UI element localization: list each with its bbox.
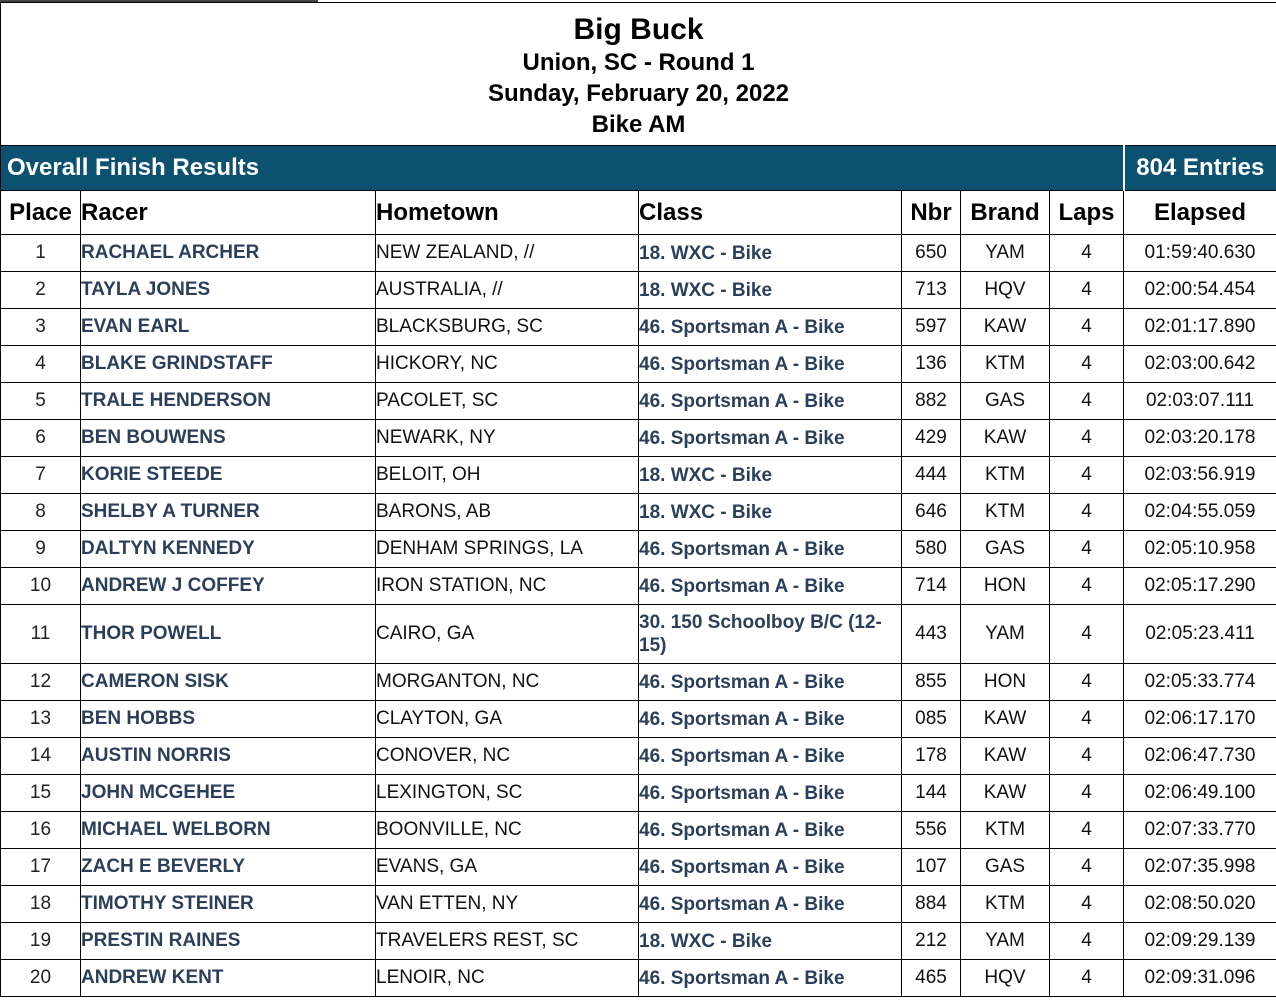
hometown-cell: CAIRO, GA — [376, 605, 639, 664]
hometown-cell: BARONS, AB — [376, 494, 639, 531]
bike-number-cell: 144 — [902, 775, 961, 812]
bike-number-cell: 443 — [902, 605, 961, 664]
elapsed-time-cell: 02:03:07.111 — [1124, 383, 1276, 420]
racer-link[interactable]: MICHAEL WELBORN — [81, 812, 376, 849]
place-cell: 13 — [1, 701, 81, 738]
bike-number-cell: 713 — [902, 272, 961, 309]
laps-cell: 4 — [1050, 531, 1124, 568]
racer-link[interactable]: ANDREW KENT — [81, 960, 376, 997]
laps-cell: 4 — [1050, 420, 1124, 457]
class-link[interactable]: 18. WXC - Bike — [639, 923, 902, 960]
hometown-cell: LENOIR, NC — [376, 960, 639, 997]
laps-cell: 4 — [1050, 664, 1124, 701]
table-row — [1, 701, 1276, 738]
brand-cell: KAW — [961, 738, 1050, 775]
table-row — [1, 923, 1276, 960]
laps-cell: 4 — [1050, 738, 1124, 775]
bike-number-cell: 580 — [902, 531, 961, 568]
brand-cell: KAW — [961, 420, 1050, 457]
brand-cell: GAS — [961, 383, 1050, 420]
racer-link[interactable]: SHELBY A TURNER — [81, 494, 376, 531]
racer-link[interactable]: AUSTIN NORRIS — [81, 738, 376, 775]
racer-link[interactable]: THOR POWELL — [81, 605, 376, 664]
col-racer: Racer — [81, 191, 376, 235]
brand-cell: GAS — [961, 531, 1050, 568]
brand-cell: KAW — [961, 309, 1050, 346]
racer-link[interactable]: BLAKE GRINDSTAFF — [81, 346, 376, 383]
place-cell: 19 — [1, 923, 81, 960]
table-row — [1, 494, 1276, 531]
elapsed-time-cell: 02:06:49.100 — [1124, 775, 1276, 812]
elapsed-time-cell: 02:04:55.059 — [1124, 494, 1276, 531]
hometown-cell: HICKORY, NC — [376, 346, 639, 383]
table-row — [1, 849, 1276, 886]
col-place: Place — [1, 191, 81, 235]
racer-link[interactable]: BEN BOUWENS — [81, 420, 376, 457]
elapsed-time-cell: 02:06:17.170 — [1124, 701, 1276, 738]
place-cell: 3 — [1, 309, 81, 346]
racer-link[interactable]: ANDREW J COFFEY — [81, 568, 376, 605]
hometown-cell: NEW ZEALAND, // — [376, 235, 639, 272]
place-cell: 14 — [1, 738, 81, 775]
table-row — [1, 605, 1276, 664]
entries-count: 804 Entries — [1124, 146, 1276, 191]
place-cell: 17 — [1, 849, 81, 886]
class-link[interactable]: 46. Sportsman A - Bike — [639, 960, 902, 997]
laps-cell: 4 — [1050, 235, 1124, 272]
hometown-cell: DENHAM SPRINGS, LA — [376, 531, 639, 568]
brand-cell: KTM — [961, 494, 1050, 531]
laps-cell: 4 — [1050, 457, 1124, 494]
class-link[interactable]: 18. WXC - Bike — [639, 494, 902, 531]
racer-link[interactable]: KORIE STEEDE — [81, 457, 376, 494]
brand-cell: GAS — [961, 849, 1050, 886]
col-nbr: Nbr — [902, 191, 961, 235]
table-row — [1, 738, 1276, 775]
place-cell: 20 — [1, 960, 81, 997]
elapsed-time-cell: 02:05:23.411 — [1124, 605, 1276, 664]
class-link[interactable]: 18. WXC - Bike — [639, 235, 902, 272]
bike-number-cell: 136 — [902, 346, 961, 383]
laps-cell: 4 — [1050, 383, 1124, 420]
racer-link[interactable]: DALTYN KENNEDY — [81, 531, 376, 568]
laps-cell: 4 — [1050, 346, 1124, 383]
elapsed-time-cell: 02:09:31.096 — [1124, 960, 1276, 997]
table-row — [1, 960, 1276, 997]
class-link[interactable]: 46. Sportsman A - Bike — [639, 309, 902, 346]
class-link[interactable]: 46. Sportsman A - Bike — [639, 531, 902, 568]
bike-number-cell: 556 — [902, 812, 961, 849]
bike-number-cell: 444 — [902, 457, 961, 494]
overall-results-label: Overall Finish Results — [1, 146, 1124, 191]
racer-link[interactable]: BEN HOBBS — [81, 701, 376, 738]
bike-number-cell: 107 — [902, 849, 961, 886]
place-cell: 18 — [1, 886, 81, 923]
place-cell: 9 — [1, 531, 81, 568]
racer-link[interactable]: TAYLA JONES — [81, 272, 376, 309]
place-cell: 12 — [1, 664, 81, 701]
elapsed-time-cell: 02:00:54.454 — [1124, 272, 1276, 309]
table-row — [1, 812, 1276, 849]
racer-link[interactable]: EVAN EARL — [81, 309, 376, 346]
racer-link[interactable]: TRALE HENDERSON — [81, 383, 376, 420]
class-link[interactable]: 46. Sportsman A - Bike — [639, 346, 902, 383]
bike-number-cell: 650 — [902, 235, 961, 272]
hometown-cell: TRAVELERS REST, SC — [376, 923, 639, 960]
bike-number-cell: 884 — [902, 886, 961, 923]
place-cell: 8 — [1, 494, 81, 531]
col-class: Class — [639, 191, 902, 235]
bike-number-cell: 646 — [902, 494, 961, 531]
results-page — [0, 2, 1276, 997]
laps-cell: 4 — [1050, 923, 1124, 960]
table-row — [1, 346, 1276, 383]
brand-cell: HON — [961, 568, 1050, 605]
laps-cell: 4 — [1050, 775, 1124, 812]
class-link[interactable]: 46. Sportsman A - Bike — [639, 568, 902, 605]
brand-cell: YAM — [961, 923, 1050, 960]
place-cell: 10 — [1, 568, 81, 605]
bike-number-cell: 429 — [902, 420, 961, 457]
bike-number-cell: 882 — [902, 383, 961, 420]
hometown-cell: VAN ETTEN, NY — [376, 886, 639, 923]
class-link[interactable]: 46. Sportsman A - Bike — [639, 775, 902, 812]
bike-number-cell: 855 — [902, 664, 961, 701]
column-header-row — [1, 191, 1276, 235]
class-link[interactable]: 46. Sportsman A - Bike — [639, 738, 902, 775]
hometown-cell: IRON STATION, NC — [376, 568, 639, 605]
hometown-cell: CLAYTON, GA — [376, 701, 639, 738]
table-row — [1, 775, 1276, 812]
event-header — [1, 3, 1276, 146]
laps-cell: 4 — [1050, 568, 1124, 605]
class-link[interactable]: 46. Sportsman A - Bike — [639, 849, 902, 886]
table-row — [1, 568, 1276, 605]
brand-cell: KAW — [961, 701, 1050, 738]
hometown-cell: LEXINGTON, SC — [376, 775, 639, 812]
brand-cell: KTM — [961, 346, 1050, 383]
table-row — [1, 531, 1276, 568]
table-row — [1, 664, 1276, 701]
laps-cell: 4 — [1050, 494, 1124, 531]
elapsed-time-cell: 02:09:29.139 — [1124, 923, 1276, 960]
brand-cell: HON — [961, 664, 1050, 701]
event-session: Bike AM — [591, 110, 686, 138]
class-link[interactable]: 46. Sportsman A - Bike — [639, 812, 902, 849]
event-header-row — [1, 3, 1276, 146]
hometown-cell: EVANS, GA — [376, 849, 639, 886]
results-bar — [1, 146, 1276, 191]
col-elapsed: Elapsed — [1124, 191, 1276, 235]
col-brand: Brand — [961, 191, 1050, 235]
table-row — [1, 309, 1276, 346]
elapsed-time-cell: 02:06:47.730 — [1124, 738, 1276, 775]
results-body — [1, 235, 1276, 997]
laps-cell: 4 — [1050, 701, 1124, 738]
bike-number-cell: 714 — [902, 568, 961, 605]
elapsed-time-cell: 02:03:20.178 — [1124, 420, 1276, 457]
class-link[interactable]: 46. Sportsman A - Bike — [639, 701, 902, 738]
place-cell: 7 — [1, 457, 81, 494]
place-cell: 16 — [1, 812, 81, 849]
elapsed-time-cell: 02:05:10.958 — [1124, 531, 1276, 568]
place-cell: 2 — [1, 272, 81, 309]
class-link[interactable]: 46. Sportsman A - Bike — [639, 664, 902, 701]
elapsed-time-cell: 02:05:33.774 — [1124, 664, 1276, 701]
racer-link[interactable]: PRESTIN RAINES — [81, 923, 376, 960]
hometown-cell: BLACKSBURG, SC — [376, 309, 639, 346]
table-row — [1, 383, 1276, 420]
hometown-cell: PACOLET, SC — [376, 383, 639, 420]
brand-cell: KAW — [961, 775, 1050, 812]
class-link[interactable]: 18. WXC - Bike — [639, 272, 902, 309]
elapsed-time-cell: 02:05:17.290 — [1124, 568, 1276, 605]
bike-number-cell: 465 — [902, 960, 961, 997]
brand-cell: YAM — [961, 235, 1050, 272]
brand-cell: YAM — [961, 605, 1050, 664]
place-cell: 5 — [1, 383, 81, 420]
col-hometown: Hometown — [376, 191, 639, 235]
event-location-round: Union, SC - Round 1 — [522, 48, 755, 76]
racer-link[interactable]: CAMERON SISK — [81, 664, 376, 701]
class-link[interactable]: 30. 150 Schoolboy B/C (12-15) — [639, 605, 902, 664]
elapsed-time-cell: 02:03:56.919 — [1124, 457, 1276, 494]
class-link[interactable]: 46. Sportsman A - Bike — [639, 886, 902, 923]
brand-cell: KTM — [961, 812, 1050, 849]
laps-cell: 4 — [1050, 272, 1124, 309]
brand-cell: HQV — [961, 960, 1050, 997]
col-laps: Laps — [1050, 191, 1124, 235]
brand-cell: KTM — [961, 457, 1050, 494]
bike-number-cell: 085 — [902, 701, 961, 738]
table-row — [1, 235, 1276, 272]
place-cell: 4 — [1, 346, 81, 383]
hometown-cell: CONOVER, NC — [376, 738, 639, 775]
event-title: Big Buck — [573, 12, 704, 46]
table-row — [1, 272, 1276, 309]
place-cell: 6 — [1, 420, 81, 457]
elapsed-time-cell: 01:59:40.630 — [1124, 235, 1276, 272]
results-table — [0, 2, 1276, 997]
table-row — [1, 457, 1276, 494]
elapsed-time-cell: 02:07:35.998 — [1124, 849, 1276, 886]
hometown-cell: BELOIT, OH — [376, 457, 639, 494]
brand-cell: KTM — [961, 886, 1050, 923]
laps-cell: 4 — [1050, 812, 1124, 849]
class-link[interactable]: 18. WXC - Bike — [639, 457, 902, 494]
place-cell: 1 — [1, 235, 81, 272]
event-date: Sunday, February 20, 2022 — [488, 79, 790, 107]
class-link[interactable]: 46. Sportsman A - Bike — [639, 420, 902, 457]
laps-cell: 4 — [1050, 960, 1124, 997]
bike-number-cell: 178 — [902, 738, 961, 775]
brand-cell: HQV — [961, 272, 1050, 309]
table-row — [1, 420, 1276, 457]
bike-number-cell: 597 — [902, 309, 961, 346]
laps-cell: 4 — [1050, 309, 1124, 346]
elapsed-time-cell: 02:07:33.770 — [1124, 812, 1276, 849]
racer-link[interactable]: JOHN MCGEHEE — [81, 775, 376, 812]
laps-cell: 4 — [1050, 849, 1124, 886]
hometown-cell: BOONVILLE, NC — [376, 812, 639, 849]
racer-link[interactable]: TIMOTHY STEINER — [81, 886, 376, 923]
elapsed-time-cell: 02:01:17.890 — [1124, 309, 1276, 346]
class-link[interactable]: 46. Sportsman A - Bike — [639, 383, 902, 420]
laps-cell: 4 — [1050, 605, 1124, 664]
elapsed-time-cell: 02:03:00.642 — [1124, 346, 1276, 383]
hometown-cell: NEWARK, NY — [376, 420, 639, 457]
table-row — [1, 886, 1276, 923]
laps-cell: 4 — [1050, 886, 1124, 923]
elapsed-time-cell: 02:08:50.020 — [1124, 886, 1276, 923]
racer-link[interactable]: ZACH E BEVERLY — [81, 849, 376, 886]
place-cell: 11 — [1, 605, 81, 664]
bike-number-cell: 212 — [902, 923, 961, 960]
racer-link[interactable]: RACHAEL ARCHER — [81, 235, 376, 272]
hometown-cell: MORGANTON, NC — [376, 664, 639, 701]
hometown-cell: AUSTRALIA, // — [376, 272, 639, 309]
place-cell: 15 — [1, 775, 81, 812]
